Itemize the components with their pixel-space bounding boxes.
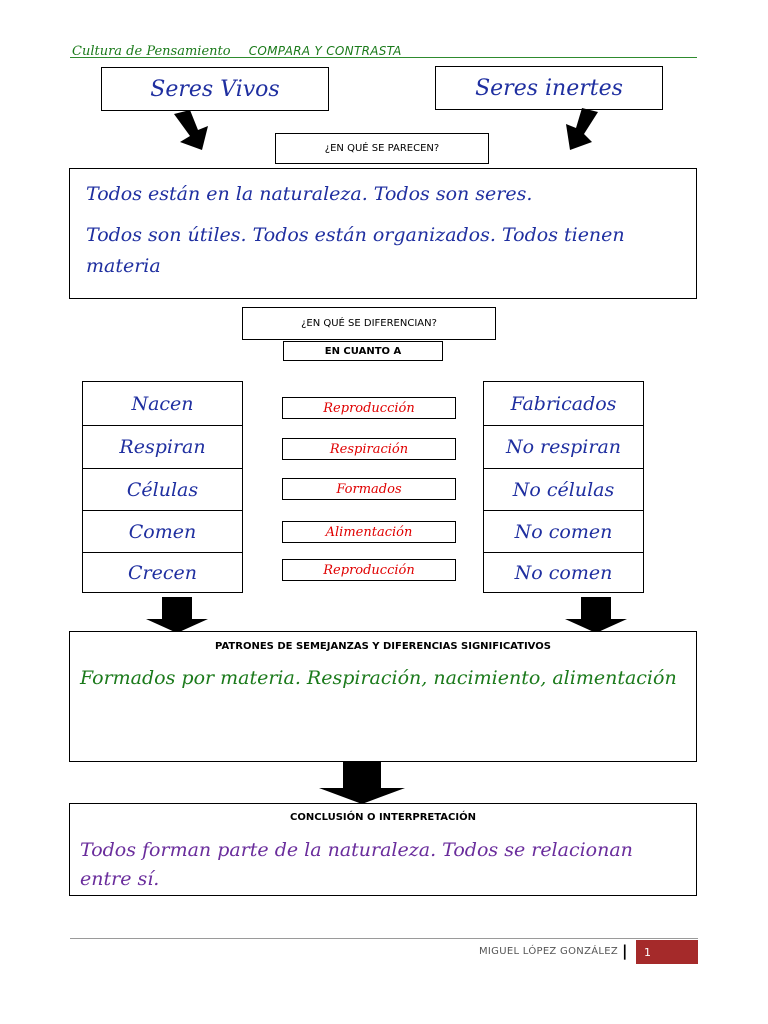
- criterion-text: Respiración: [329, 441, 409, 457]
- criterion-cell-2: [282, 438, 456, 460]
- page-number-text: 1: [644, 945, 651, 959]
- right-cell-3: [483, 468, 644, 511]
- footer-author: MIGUEL LÓPEZ GONZÁLEZ: [478, 946, 618, 957]
- patterns-heading: [70, 634, 696, 658]
- criterion-text: Alimentación: [325, 524, 413, 540]
- right-cell-text: No células: [512, 478, 615, 501]
- patterns-box: [69, 631, 697, 762]
- left-cell-1: [82, 381, 243, 426]
- conclusion-box: [69, 803, 697, 896]
- footer-rule: [70, 938, 698, 939]
- regarding-label: EN CUANTO A: [324, 345, 402, 357]
- criterion-cell-5: [282, 559, 456, 581]
- criterion-text: Reproducción: [323, 562, 415, 578]
- conclusion-heading-text: CONCLUSIÓN O INTERPRETACIÓN: [290, 811, 476, 823]
- criterion-text: Reproducción: [323, 400, 415, 416]
- right-cell-4: [483, 510, 644, 553]
- right-cell-text: No respiran: [505, 436, 622, 458]
- left-cell-text: Respiran: [119, 436, 206, 458]
- similarities-question: ¿EN QUÉ SE PARECEN?: [324, 143, 440, 154]
- criterion-cell-1: [282, 397, 456, 419]
- left-cell-2: [82, 425, 243, 469]
- right-cell-text: No comen: [514, 520, 613, 543]
- left-cell-4: [82, 510, 243, 553]
- right-cell-text: No comen: [514, 561, 613, 584]
- left-cell-text: Comen: [128, 520, 197, 543]
- right-cell-2: [483, 425, 644, 469]
- patterns-heading-text: PATRONES DE SEMEJANZAS Y DIFERENCIAS SIGNIFICATIVOS: [215, 640, 551, 652]
- criterion-cell-3: [282, 478, 456, 500]
- conclusion-text: Todos forman parte de la naturaleza. Todos se relacionan entre sí.: [80, 839, 633, 890]
- left-concept-box: [101, 67, 329, 111]
- regarding-box: [283, 341, 443, 361]
- arrow-down-left-icon: [556, 108, 606, 152]
- left-cell-text: Células: [126, 478, 199, 501]
- left-cell-text: Crecen: [128, 561, 197, 584]
- criterion-text: Formados: [336, 481, 402, 497]
- left-cell-text: Nacen: [131, 392, 194, 415]
- right-concept-box: [435, 66, 663, 110]
- differences-question: ¿EN QUÉ SE DIFERENCIAN?: [301, 318, 437, 329]
- right-concept: Seres inertes: [475, 75, 623, 101]
- right-cell-1: [483, 381, 644, 426]
- conclusion-heading: [70, 804, 696, 830]
- arrow-down-icon: [146, 597, 208, 633]
- arrow-down-icon: [565, 597, 627, 633]
- header-title: Cultura de Pensamiento: [72, 44, 231, 59]
- similarities-line-2: Todos son útiles. Todos están organizados. Todos tienen materia: [86, 224, 625, 277]
- left-concept: Seres Vivos: [150, 76, 280, 102]
- right-cell-5: [483, 552, 644, 593]
- page-number: [636, 940, 698, 964]
- arrow-down-icon: [319, 762, 405, 804]
- left-cell-3: [82, 468, 243, 511]
- header-subtitle: COMPARA Y CONTRASTA: [248, 44, 402, 58]
- right-cell-text: Fabricados: [510, 392, 617, 415]
- left-cell-5: [82, 552, 243, 593]
- similarities-question-box: [275, 133, 489, 164]
- patterns-text: Formados por materia. Respiración, nacimiento, alimentación: [80, 667, 677, 689]
- similarities-box: [69, 168, 697, 299]
- similarities-line-1: Todos están en la naturaleza. Todos son seres.: [86, 183, 533, 205]
- arrow-down-right-icon: [168, 110, 218, 152]
- header-rule: [70, 57, 697, 58]
- footer-separator: |: [622, 942, 628, 960]
- differences-question-box: [242, 307, 496, 340]
- criterion-cell-4: [282, 521, 456, 543]
